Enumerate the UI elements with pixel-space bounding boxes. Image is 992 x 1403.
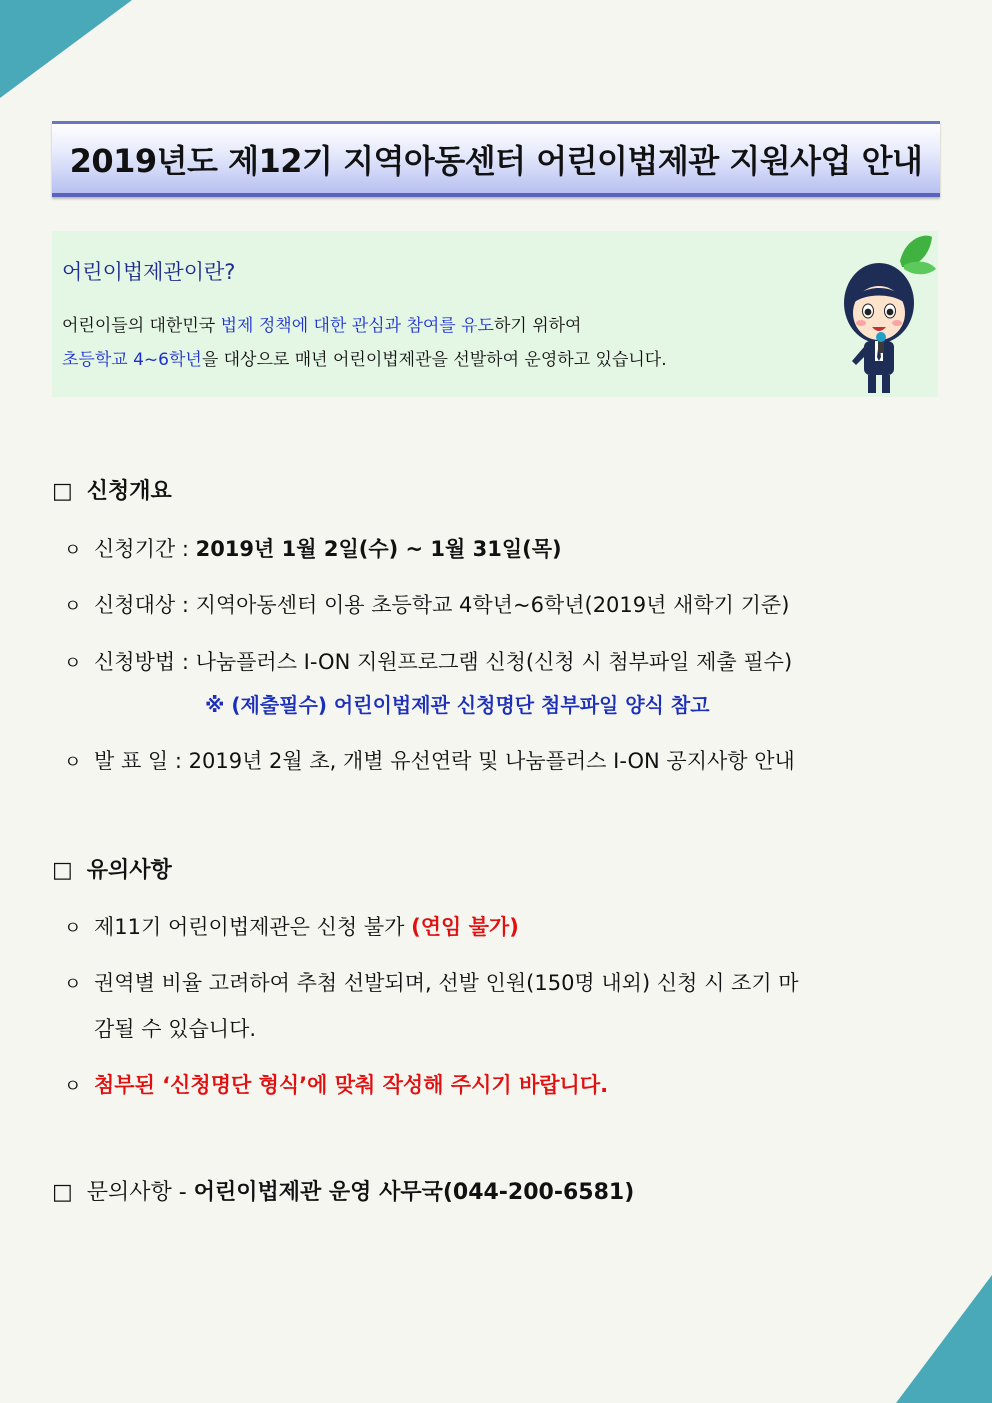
item-label: 신청방법 : [94, 650, 196, 674]
intro-heading: 어린이법제관이란? [62, 260, 236, 284]
corner-decoration-bottom-right [896, 1275, 992, 1403]
item-label: 신청대상 : [94, 593, 196, 617]
item-value: 2019년 1월 2일(수) ~ 1월 31일(목) [195, 537, 562, 561]
list-item-form-instruction [64, 1069, 608, 1099]
list-item-selection-continued [94, 1013, 256, 1043]
list-item-announcement [64, 745, 795, 775]
section-marker: □ [52, 479, 73, 504]
item-value: 나눔플러스 I-ON 지원프로그램 신청(신청 시 첨부파일 제출 필수) [195, 650, 793, 674]
list-item-no-reappointment [64, 911, 519, 941]
bullet-marker: ㅇ [64, 653, 82, 674]
bullet-marker: ㅇ [64, 974, 82, 995]
item-warning: 첨부된 ‘신청명단 형식’에 맞춰 작성해 주시기 바랍니다. [94, 1073, 609, 1097]
bullet-marker: ㅇ [64, 1076, 82, 1097]
list-item-application-period [64, 533, 562, 563]
item-text: 권역별 비율 고려하여 추첨 선발되며, 선발 인원(150명 내외) 신청 시 조기 마 [94, 971, 799, 995]
bullet-marker: ㅇ [64, 918, 82, 939]
section-marker: □ [52, 1180, 73, 1205]
section-heading-notes [52, 853, 172, 884]
corner-decoration-top-left [0, 0, 132, 98]
intro-text: 하기 위하여 [493, 316, 582, 336]
item-value: 2019년 2월 초, 개별 유선연락 및 나눔플러스 I-ON 공지사항 안내 [188, 749, 795, 773]
section-title: 신청개요 [86, 479, 172, 504]
section-title: 유의사항 [86, 858, 172, 883]
intro-line-2 [62, 345, 667, 370]
item-text: 감될 수 있습니다. [94, 1017, 257, 1041]
intro-highlight: 초등학교 4~6학년 [62, 350, 202, 370]
intro-text: 을 대상으로 매년 어린이법제관을 선발하여 운영하고 있습니다. [201, 350, 667, 370]
section-heading-application [52, 474, 172, 505]
section-title: 문의사항 - [86, 1180, 194, 1205]
page-title: 2019년도 제12기 지역아동센터 어린이법제관 지원사업 안내 [69, 141, 923, 180]
section-marker: □ [52, 858, 73, 883]
bullet-marker: ㅇ [64, 540, 82, 561]
item-value: 지역아동센터 이용 초등학교 4학년~6학년(2019년 새학기 기준) [195, 593, 790, 617]
item-text: 제11기 어린이법제관은 신청 불가 [94, 915, 412, 939]
section-contact [52, 1175, 634, 1206]
list-item-eligibility [64, 589, 789, 619]
intro-box [52, 231, 938, 397]
title-banner [52, 121, 940, 197]
item-label: 신청기간 : [94, 537, 196, 561]
mascot-illustration [822, 231, 937, 397]
intro-line-1 [62, 311, 581, 336]
list-item-selection [64, 967, 799, 997]
intro-highlight: 법제 정책에 대한 관심과 참여를 유도 [220, 316, 494, 336]
intro-text: 어린이들의 대한민국 [62, 316, 221, 336]
submission-note: ※ (제출필수) 어린이법제관 신청명단 첨부파일 양식 참고 [205, 693, 710, 717]
bullet-marker: ㅇ [64, 752, 82, 773]
list-item-method [64, 646, 792, 676]
contact-info: 어린이법제관 운영 사무국(044-200-6581) [193, 1180, 635, 1205]
bullet-marker: ㅇ [64, 596, 82, 617]
item-warning: (연임 불가) [411, 915, 519, 939]
item-label: 발 표 일 : [94, 749, 189, 773]
